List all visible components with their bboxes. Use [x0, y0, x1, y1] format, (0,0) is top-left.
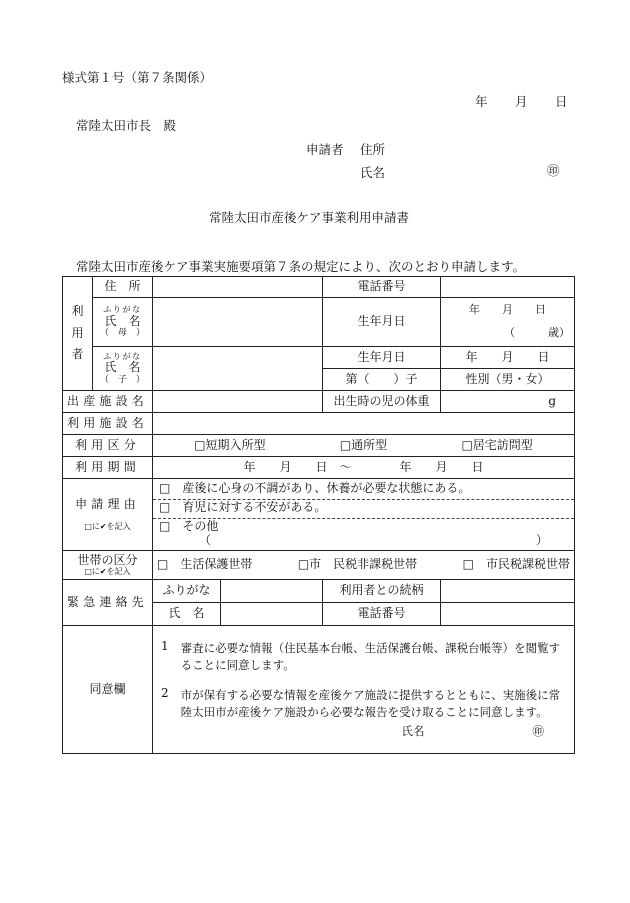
household-options — [153, 551, 575, 580]
birth-weight-label: 出生時の児の体重 — [323, 391, 441, 413]
reason-option-2[interactable]: □ 育児に対する不安がある。 — [153, 500, 574, 519]
date-year: 年 — [475, 94, 488, 109]
use-facility-field[interactable] — [153, 413, 575, 435]
intro-text: 常陸太田市産後ケア事業実施要項第７条の規定により、次のとおり申請します。 — [76, 259, 526, 274]
form-number: 様式第１号（第７条関係） — [62, 70, 213, 85]
relation-label: 利用者との続柄 — [323, 580, 441, 603]
applicant-label: 申請者 — [306, 142, 344, 157]
user-label-cell — [63, 277, 93, 391]
household-check-note: □に✔を記入 — [84, 567, 131, 577]
birth-facility-label: 出産施設名 — [63, 391, 153, 413]
addressee: 常陸太田市長 殿 — [76, 118, 177, 133]
address-label: 住 所 — [93, 277, 153, 298]
birth-facility-field[interactable] — [153, 391, 323, 413]
household-nontaxed-checkbox[interactable]: □市 民税非課税世帯 — [297, 557, 418, 572]
mother-birthdate-label: 生年月日 — [323, 298, 441, 347]
phone-label: 電話番号 — [323, 277, 441, 298]
consent-item-1-num: 1 — [161, 639, 169, 653]
reason-option-3: □ その他 — [159, 518, 219, 533]
consent-item-2 — [161, 687, 564, 720]
birth-order: 第（ ）子 — [323, 369, 441, 391]
reason-options — [153, 479, 575, 551]
period-field[interactable]: 年 月 日 ～ 年 月 日 — [153, 457, 575, 479]
consent-area — [153, 626, 575, 754]
reason-check-note: □に✔を記入 — [84, 521, 131, 531]
furigana-small-label-child: ふりがな — [103, 351, 142, 361]
other-paren-open: （ — [199, 532, 212, 547]
mother-birthdate-ymd: 年 月 日 — [469, 303, 546, 317]
child-birthdate-field[interactable]: 年 月 日 — [441, 347, 575, 369]
user-label-char-3: 者 — [71, 347, 84, 362]
child-label: （ 子 ） — [99, 374, 145, 385]
emergency-furigana-label: ふりがな — [153, 580, 221, 603]
mother-label: （ 母 ） — [99, 328, 145, 339]
furigana-small-label: ふりがな — [103, 305, 142, 315]
consent-item-1 — [161, 640, 564, 673]
emergency-furigana-field[interactable] — [221, 580, 323, 603]
reason-option-1[interactable]: □ 産後に心身の不調があり、休養が必要な状態にある。 — [153, 481, 574, 500]
application-form-table — [62, 276, 575, 754]
date-month: 月 — [515, 94, 528, 109]
reason-label: 申請理由 — [75, 497, 140, 511]
relation-field[interactable] — [441, 580, 575, 603]
child-name-field[interactable] — [153, 347, 323, 391]
address-field[interactable] — [153, 277, 323, 298]
category-home-visit-checkbox[interactable]: □居宅訪問型 — [461, 437, 533, 452]
user-label-char-1: 利 — [71, 303, 84, 318]
household-welfare-checkbox[interactable]: □ 生活保護世帯 — [157, 557, 253, 572]
household-label-cell — [63, 551, 153, 580]
date-day: 日 — [555, 94, 568, 109]
mother-name-label: 氏 名 — [104, 313, 141, 328]
phone-field[interactable] — [441, 277, 575, 298]
applicant-name-label: 氏名 — [360, 165, 386, 180]
category-short-stay-checkbox[interactable]: □短期入所型 — [194, 437, 266, 452]
consent-label: 同意欄 — [63, 626, 153, 754]
applicant-seal: ㊞ — [547, 163, 560, 178]
consent-item-2-num: 2 — [161, 686, 169, 701]
mother-age: （ 歳） — [504, 326, 570, 339]
emergency-phone-label: 電話番号 — [323, 603, 441, 626]
mother-birthdate-field[interactable] — [441, 298, 575, 347]
consent-item-1-text: 審査に必要な情報（住民基本台帳、生活保護台帳、課税台帳等）を閲覧することに同意します。 — [180, 641, 561, 672]
household-taxed-checkbox[interactable]: □ 市民税課税世帯 — [462, 557, 570, 572]
child-name-label-cell — [93, 347, 153, 391]
consent-name-label: 氏名 — [401, 723, 425, 738]
user-label-char-2: 用 — [71, 325, 84, 340]
consent-seal: ㊞ — [532, 723, 544, 738]
consent-item-2-text: 市が保有する必要な情報を産後ケア施設に提供するとともに、実施後に常陸太田市が産後ケア施設から必要な報告を受け取ることに同意します。 — [180, 688, 561, 720]
period-label: 利用期間 — [63, 457, 153, 479]
emergency-name-label: 氏 名 — [153, 603, 221, 626]
mother-name-label-cell — [93, 298, 153, 347]
emergency-phone-field[interactable] — [441, 603, 575, 626]
reason-option-other[interactable] — [153, 519, 574, 549]
category-options — [153, 435, 575, 457]
emergency-name-field[interactable] — [221, 603, 323, 626]
category-day-visit-checkbox[interactable]: □通所型 — [339, 437, 388, 452]
child-name-label: 氏 名 — [104, 360, 141, 375]
applicant-address-label: 住所 — [360, 142, 386, 157]
emergency-label: 緊急連絡先 — [63, 580, 153, 626]
reason-label-cell — [63, 479, 153, 551]
child-birthdate-label: 生年月日 — [323, 347, 441, 369]
birth-weight-field[interactable]: g — [441, 391, 575, 413]
household-label: 世帯の区分 — [77, 552, 138, 567]
category-label: 利用区分 — [63, 435, 153, 457]
other-paren-close: ） — [535, 532, 548, 547]
use-facility-label: 利用施設名 — [63, 413, 153, 435]
mother-name-field[interactable] — [153, 298, 323, 347]
page-title: 常陸太田市産後ケア事業利用申請書 — [209, 210, 410, 225]
gender-field[interactable]: 性別（男・女） — [441, 369, 575, 391]
